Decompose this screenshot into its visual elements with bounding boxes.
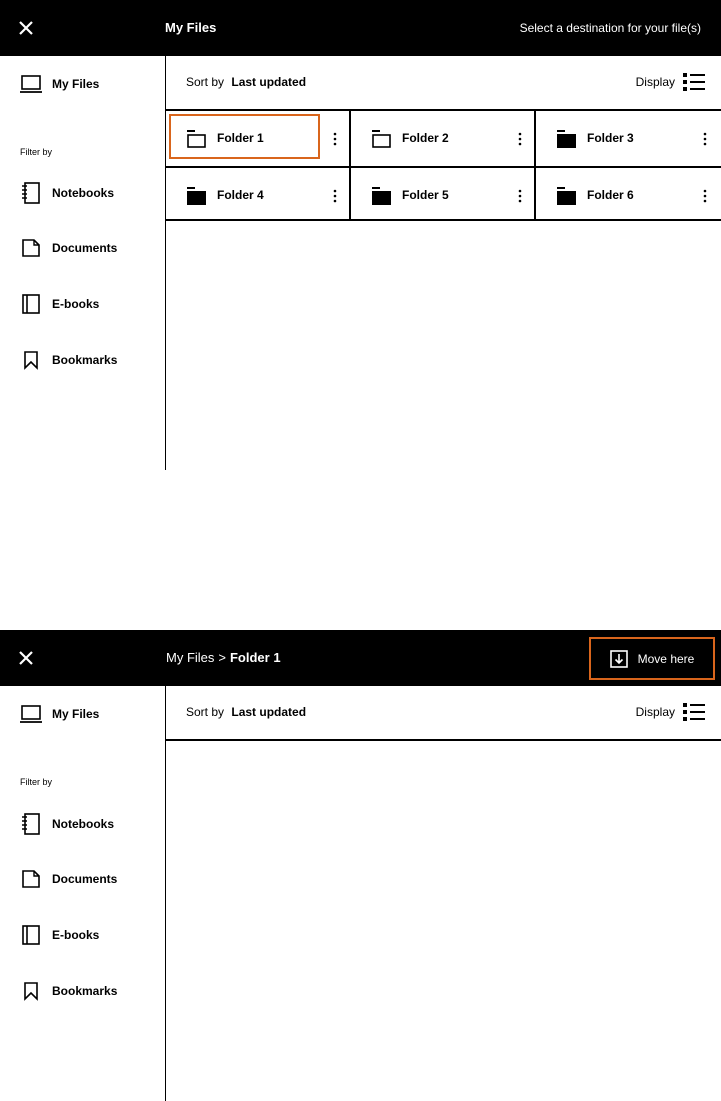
sort-bar: [166, 686, 721, 741]
document-icon: [20, 868, 42, 890]
sort-bar: [166, 56, 721, 111]
folder-tile[interactable]: [536, 168, 720, 223]
bookmark-icon: [20, 980, 42, 1002]
grid-divider: [166, 166, 721, 168]
folder-tile[interactable]: [166, 111, 350, 166]
folder-tile[interactable]: [536, 111, 720, 166]
folder-name: Folder 5: [402, 188, 449, 202]
more-options-icon[interactable]: [702, 188, 708, 204]
display-button[interactable]: [636, 699, 705, 725]
sort-label: Sort by: [186, 705, 225, 719]
folder-name: Folder 4: [217, 188, 264, 202]
grid-divider: [166, 219, 721, 221]
screen-folder-move: [0, 630, 721, 1101]
folder-filled-icon: [371, 186, 391, 206]
sidebar-item-notebooks[interactable]: [20, 812, 114, 836]
page-title: My Files: [165, 20, 217, 35]
document-icon: [20, 237, 42, 259]
notebook-icon: [20, 182, 42, 204]
sidebar-item-label: My Files: [52, 77, 100, 91]
sidebar-item-documents[interactable]: [20, 236, 117, 260]
sort-value: Last updated: [231, 705, 307, 719]
sidebar-item-ebooks[interactable]: [20, 292, 99, 316]
sidebar-item-documents[interactable]: [20, 867, 117, 891]
sidebar-item-label: E-books: [52, 928, 100, 942]
more-options-icon[interactable]: [517, 188, 523, 204]
breadcrumb-separator: >: [218, 650, 226, 665]
list-view-icon: [683, 701, 705, 723]
sidebar: [0, 686, 166, 1101]
sidebar-item-bookmarks[interactable]: [20, 348, 117, 372]
sort-control[interactable]: [186, 686, 306, 739]
destination-hint: Select a destination for your file(s): [519, 21, 701, 35]
close-icon[interactable]: [14, 646, 38, 670]
folder-tile[interactable]: [351, 111, 535, 166]
close-icon[interactable]: [14, 16, 38, 40]
sidebar-item-my-files[interactable]: [20, 72, 99, 96]
sidebar-item-my-files[interactable]: [20, 702, 99, 726]
filter-by-label: Filter by: [20, 777, 53, 787]
breadcrumb: [166, 630, 281, 686]
sidebar-item-label: Notebooks: [52, 817, 115, 831]
sidebar: [0, 56, 166, 470]
content-area: [166, 686, 721, 1101]
list-view-icon: [683, 71, 705, 93]
display-label: Display: [635, 705, 675, 719]
more-options-icon[interactable]: [332, 131, 338, 147]
folder-tile[interactable]: [166, 168, 350, 223]
notebook-icon: [20, 813, 42, 835]
folder-tile[interactable]: [351, 168, 535, 223]
move-down-icon: [610, 650, 628, 668]
more-options-icon[interactable]: [517, 131, 523, 147]
breadcrumb-root[interactable]: My Files: [166, 650, 215, 665]
sidebar-item-label: My Files: [52, 707, 100, 721]
bookmark-icon: [20, 349, 42, 371]
sidebar-item-label: Documents: [52, 241, 118, 255]
sort-control[interactable]: [186, 56, 306, 109]
sidebar-item-label: Bookmarks: [52, 984, 118, 998]
sidebar-item-label: Notebooks: [52, 186, 115, 200]
sort-value: Last updated: [231, 75, 307, 89]
screen-select-destination: [0, 0, 721, 470]
folder-filled-icon: [556, 186, 576, 206]
display-button[interactable]: [636, 69, 705, 95]
folder-name: Folder 2: [402, 131, 449, 145]
laptop-icon: [20, 703, 42, 725]
more-options-icon[interactable]: [332, 188, 338, 204]
folder-name: Folder 6: [587, 188, 634, 202]
filter-by-label: Filter by: [20, 147, 53, 157]
display-label: Display: [635, 75, 675, 89]
ebook-icon: [20, 293, 42, 315]
breadcrumb-current: Folder 1: [229, 650, 281, 665]
move-here-button[interactable]: [589, 637, 715, 680]
sidebar-item-label: Bookmarks: [52, 353, 118, 367]
content-area: [166, 56, 721, 470]
folder-filled-icon: [556, 129, 576, 149]
folder-outline-icon: [186, 129, 206, 149]
top-bar: [0, 630, 721, 686]
laptop-icon: [20, 73, 42, 95]
ebook-icon: [20, 924, 42, 946]
folder-outline-icon: [371, 129, 391, 149]
folder-name: Folder 3: [587, 131, 634, 145]
more-options-icon[interactable]: [702, 131, 708, 147]
move-here-label: Move here: [637, 651, 695, 666]
sidebar-item-bookmarks[interactable]: [20, 979, 117, 1003]
sort-label: Sort by: [186, 75, 225, 89]
folder-name: Folder 1: [217, 131, 264, 145]
sidebar-item-ebooks[interactable]: [20, 923, 99, 947]
sidebar-item-label: Documents: [52, 872, 118, 886]
top-bar: [0, 0, 721, 56]
sidebar-item-notebooks[interactable]: [20, 181, 114, 205]
sidebar-item-label: E-books: [52, 297, 100, 311]
folder-filled-icon: [186, 186, 206, 206]
